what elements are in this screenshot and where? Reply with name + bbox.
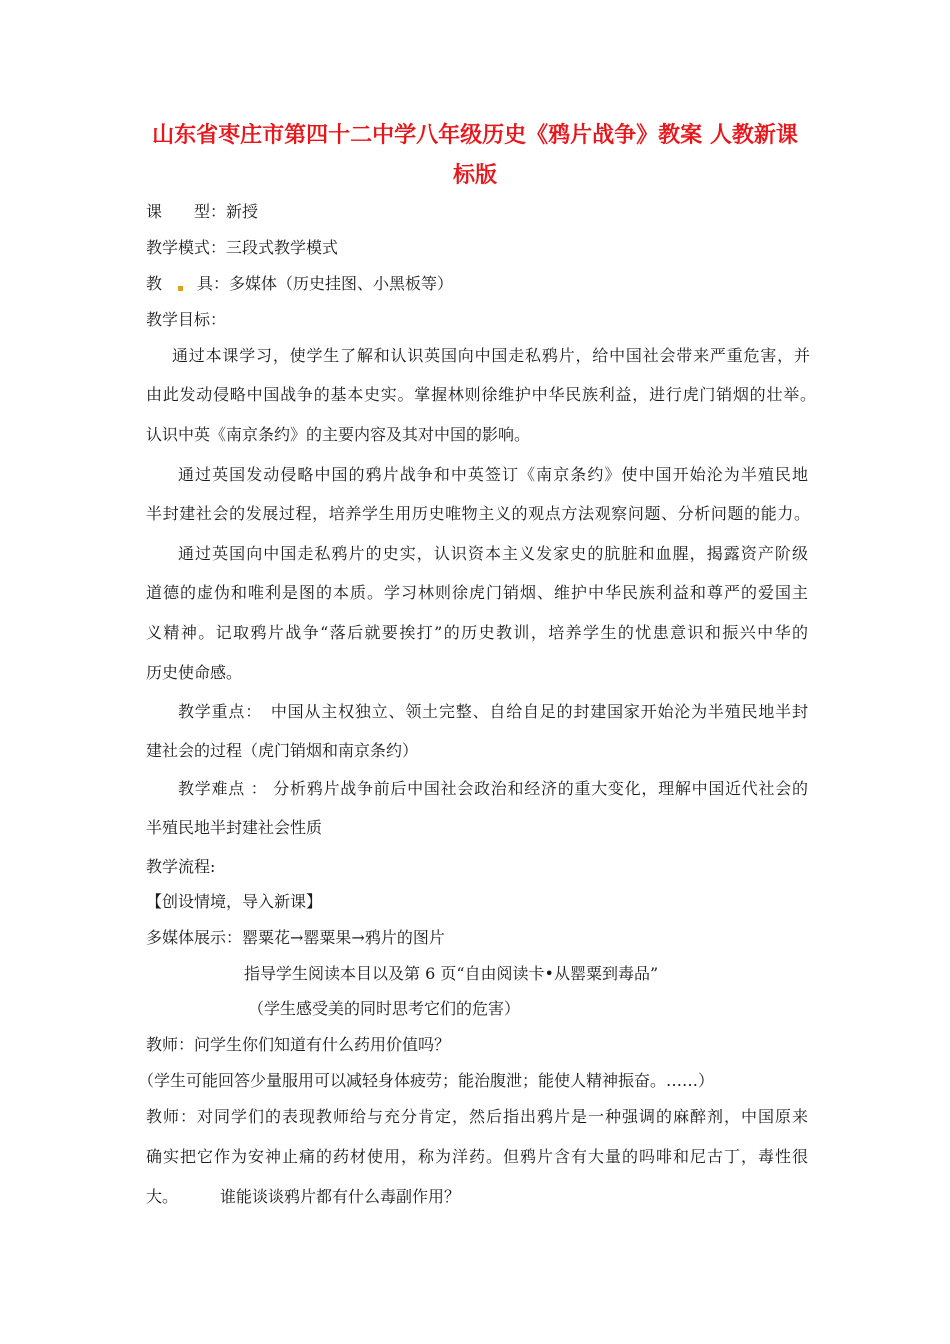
objectives-label: 教学目标：: [146, 310, 227, 329]
objectives-p3-line-4: 历史使命感。: [146, 663, 243, 682]
objectives-p2-line-2: 半封建社会的发展过程，培养学生用历史唯物主义的观点方法观察问题、分析问题的能力。: [146, 504, 810, 523]
teaching-tools: [146, 273, 453, 295]
teaching-tools-label-a: 教: [146, 274, 163, 293]
lesson-type-label: 课 型：: [146, 202, 227, 221]
teaching-tools-label-b: 具：: [197, 274, 230, 293]
teacher-explain-line-3-a: 大。: [146, 1187, 179, 1206]
media-display-line: 多媒体展示：罂粟花→罂粟果→鸦片的图片: [146, 928, 445, 947]
objectives-p3-line-3: 义精神。记取鸦片战争“落后就要挨打”的历史教训，培养学生的忧患意识和振兴中华的: [146, 623, 808, 642]
reading-guide-line: 指导学生阅读本目以及第 6 页“自由阅读卡•从罂粟到毒品”: [244, 964, 659, 983]
teaching-mode: [146, 237, 338, 259]
objectives-p1-line-2: 由此发动侵略中国战争的基本史实。掌握林则徐维护中华民族利益，进行虎门销烟的壮举。: [146, 385, 816, 404]
teacher-explain-line-3-b: 谁能谈谈鸦片都有什么毒副作用？: [220, 1187, 461, 1206]
teaching-mode-value: 三段式教学模式: [226, 238, 339, 257]
teacher-question-line: 教师：问学生你们知道有什么药用价值吗？: [146, 1035, 451, 1054]
lesson-type-value: 新授: [226, 202, 259, 221]
teaching-tools-value: 多媒体（历史挂图、小黑板等）: [229, 274, 454, 293]
key-point-line-1: 教学重点： 中国从主权独立、领土完整、自给自足的封建国家开始沦为半殖民地半封: [178, 702, 808, 721]
document-title-line-1: 山东省枣庄市第四十二中学八年级历史《鸦片战争》教案 人教新课: [152, 123, 798, 148]
teacher-explain-line-3: [146, 1186, 460, 1208]
student-reflection-line: （学生感受美的同时思考它们的危害）: [248, 999, 521, 1018]
teacher-explain-line-2: 确实把它作为安神止痛的药材使用，称为洋药。但鸦片含有大量的吗啡和尼古丁，毒性很: [146, 1147, 808, 1166]
teaching-mode-label: 教学模式：: [146, 238, 227, 257]
objectives-p1-line-1: 通过本课学习，使学生了解和认识英国向中国走私鸦片，给中国社会带来严重危害，并: [172, 346, 810, 365]
objectives-p3-line-2: 道德的虚伪和唯利是图的本质。学习林则徐虎门销烟、维护中华民族利益和尊严的爱国主: [146, 583, 808, 602]
student-answer-line: （学生可能回答少量服用可以减轻身体疲劳；能治腹泄；能使人精神振奋。……）: [138, 1071, 715, 1090]
key-point-line-2: 建社会的过程（虎门销烟和南京条约）: [146, 741, 419, 760]
difficult-point-line-1: 教学难点 ： 分析鸦片战争前后中国社会政治和经济的重大变化，理解中国近代社会的: [178, 779, 808, 798]
objectives-p3-line-1: 通过英国向中国走私鸦片的史实，认识资本主义发家史的肮脏和血腥，揭露资产阶级: [178, 544, 808, 563]
difficult-point-line-2: 半殖民地半封建社会性质: [146, 818, 323, 837]
section-heading: 【创设情境，导入新课】: [146, 892, 323, 911]
teaching-flow-label: 教学流程:: [146, 857, 216, 876]
bullet-dot-icon: [178, 286, 183, 291]
document-title-line-2: 标版: [452, 163, 497, 188]
objectives-p2-line-1: 通过英国发动侵略中国的鸦片战争和中英签订《南京条约》使中国开始沦为半殖民地: [178, 465, 808, 484]
objectives-p1-line-3: 认识中英《南京条约》的主要内容及其对中国的影响。: [146, 425, 531, 444]
teacher-explain-line-1: 教师：对同学们的表现教师给与充分肯定，然后指出鸦片是一种强调的麻醉剂，中国原来: [146, 1107, 808, 1126]
lesson-type: [146, 201, 258, 223]
